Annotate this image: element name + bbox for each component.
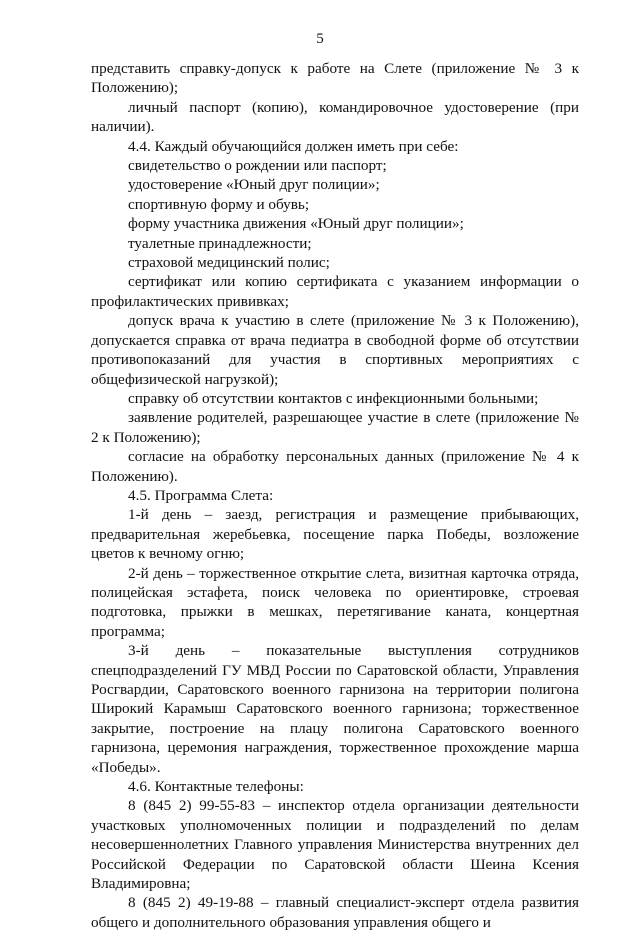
list-item-personal-data-consent: согласие на обработку персональных данных (приложение № 4 к Положению). xyxy=(91,448,579,485)
section-heading-4-6: 4.6. Контактные телефоны: xyxy=(128,778,304,796)
list-item-doctor-admission: допуск врача к участию в слете (приложение № 3 к Положению), допускается справка от врача педиатра в свободной форме об отсутствии противопоказаний для участия в спортивных мероприятиях с общефизической нагрузкой); xyxy=(91,312,579,388)
list-item-toiletries: туалетные принадлежности; xyxy=(128,234,312,252)
list-item-parent-statement: заявление родителей, разрешающее участие в слете (приложение № 2 к Положению); xyxy=(91,409,579,446)
section-heading-4-5: 4.5. Программа Слета: xyxy=(128,486,274,504)
contact-phone-2: 8 (845 2) 49-19-88 – главный специалист-эксперт отдела развития общего и дополнительного образования управления общего и xyxy=(91,894,579,931)
paragraph-certificate-admission: представить справку-допуск к работе на Слете (приложение № 3 к Положению); xyxy=(91,60,579,97)
list-item-sport-uniform: спортивную форму и обувь; xyxy=(128,195,310,213)
list-item-insurance-policy: страховой медицинский полис; xyxy=(128,254,330,272)
program-day-1: 1-й день – заезд, регистрация и размещение прибывающих, предварительная жеребьевка, посещение парка Победы, возложение цветов к вечному огню; xyxy=(91,506,579,563)
list-item-participant-uniform: форму участника движения «Юный друг полиции»; xyxy=(128,215,464,233)
contact-phone-1: 8 (845 2) 99-55-83 – инспектор отдела организации деятельности участковых уполномоченных полиции и подразделений по делам несовершеннолетних Главного управления Министерства внутренних дел Российской Федерации по Саратовской области Шеина Ксения Владимировна; xyxy=(91,797,579,893)
section-heading-4-4: 4.4. Каждый обучающийся должен иметь при себе: xyxy=(128,137,459,155)
list-item-udostoverenie: удостоверение «Юный друг полиции»; xyxy=(128,176,380,194)
program-day-3: 3-й день – показательные выступления сотрудников спецподразделений ГУ МВД России по Саратовской области, Управления Росгвардии, Саратовского военного гарнизона на территории полигона Широкий Карамыш Саратовского военного гарнизона; торжественное закрытие, построение на плацу полигона Саратовского военного гарнизона, церемония награждения, торжественное прохождение марша «Победы». xyxy=(91,642,579,776)
paragraph-passport-copy: личный паспорт (копию), командировочное удостоверение (при наличии). xyxy=(91,98,579,136)
page-number: 5 xyxy=(316,31,324,47)
list-item-vaccination-cert: сертификат или копию сертификата с указанием информации о профилактических прививках; xyxy=(91,273,579,310)
program-day-2: 2-й день – торжественное открытие слета, визитная карточка отряда, полицейская эстафета, поиск человека по ориентировке, строевая подготовка, прыжки в мешках, перетягивание каната, концертная программа; xyxy=(91,564,579,640)
list-item-birth-certificate: свидетельство о рождении или паспорт; xyxy=(128,157,387,175)
list-item-no-contacts-cert: справку об отсутствии контактов с инфекционными больными; xyxy=(128,389,539,407)
document-body xyxy=(91,59,579,932)
